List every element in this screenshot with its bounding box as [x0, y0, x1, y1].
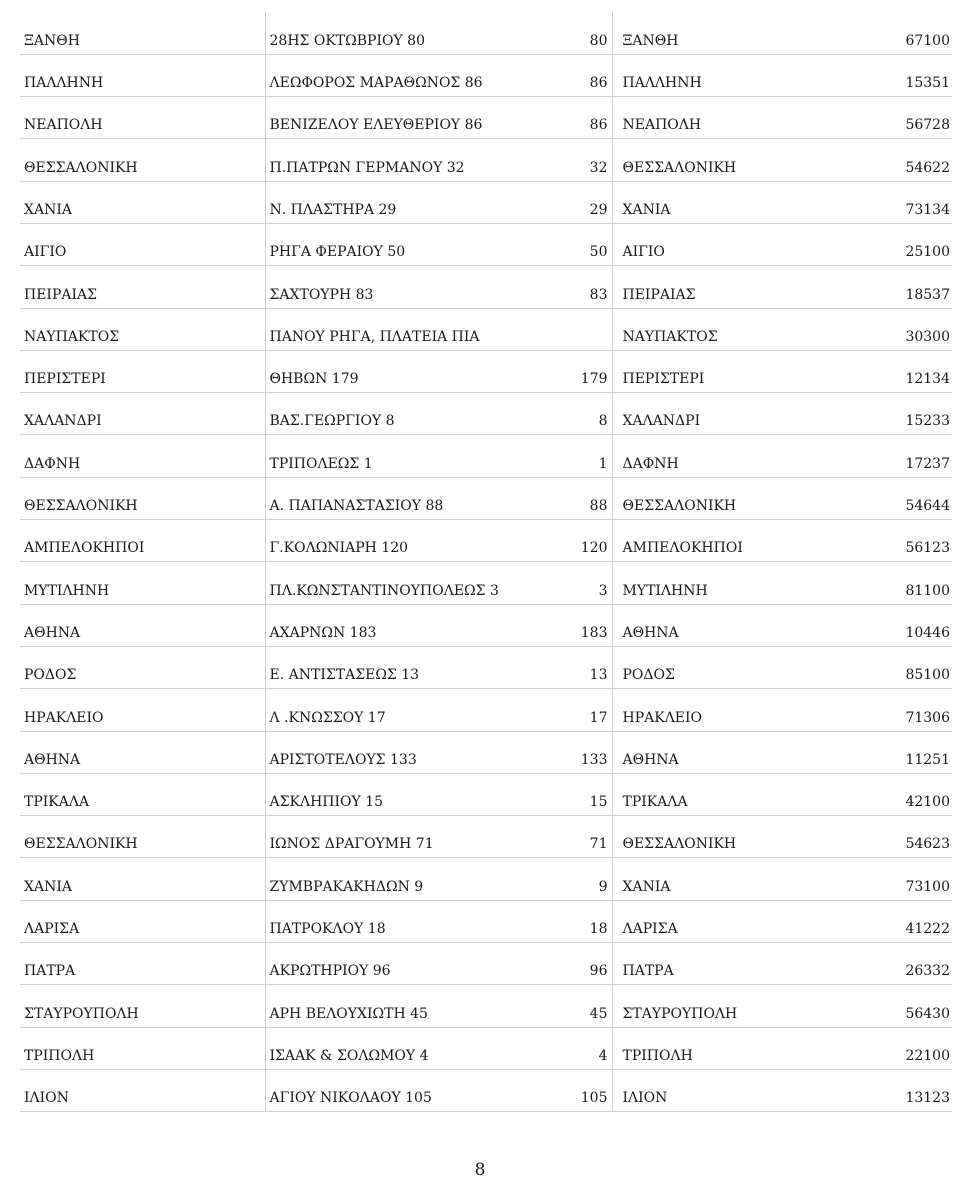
- table-row: [20, 181, 952, 223]
- cell-area: ΛΑΡΙΣΑ: [612, 900, 812, 942]
- cell-area: ΠΕΙΡΑΙΑΣ: [612, 266, 812, 308]
- cell-city: ΞΑΝΘΗ: [20, 12, 265, 54]
- cell-city: ΗΡΑΚΛΕΙΟ: [20, 689, 265, 731]
- cell-area: ΜΥΤΙΛΗΝΗ: [612, 562, 812, 604]
- table-row: [20, 435, 952, 477]
- cell-area: ΧΑΝΙΑ: [612, 181, 812, 223]
- cell-street-number: 133: [520, 731, 612, 773]
- table-row: [20, 604, 952, 646]
- cell-postal-code: 54622: [812, 139, 952, 181]
- cell-area: ΞΑΝΘΗ: [612, 12, 812, 54]
- table-row: [20, 731, 952, 773]
- cell-area: ΣΤΑΥΡΟΥΠΟΛΗ: [612, 985, 812, 1027]
- cell-street-number: 8: [520, 393, 612, 435]
- cell-street-number: 32: [520, 139, 612, 181]
- cell-street-number: 86: [520, 54, 612, 96]
- cell-street-number: 1: [520, 435, 612, 477]
- cell-postal-code: 13123: [812, 1069, 952, 1111]
- table-row: [20, 12, 952, 54]
- cell-area: ΠΑΤΡΑ: [612, 943, 812, 985]
- cell-area: ΑΘΗΝΑ: [612, 731, 812, 773]
- cell-area: ΑΘΗΝΑ: [612, 604, 812, 646]
- cell-street-address: ΖΥΜΒΡΑΚΑΚΗΔΩΝ 9: [265, 858, 520, 900]
- cell-street-number: 88: [520, 477, 612, 519]
- cell-street-number: [520, 308, 612, 350]
- cell-city: ΑΘΗΝΑ: [20, 731, 265, 773]
- cell-street-address: Α. ΠΑΠΑΝΑΣΤΑΣΙΟΥ 88: [265, 477, 520, 519]
- cell-postal-code: 30300: [812, 308, 952, 350]
- cell-city: ΜΥΤΙΛΗΝΗ: [20, 562, 265, 604]
- cell-street-address: ΒΑΣ.ΓΕΩΡΓΙΟΥ 8: [265, 393, 520, 435]
- table-row: [20, 858, 952, 900]
- table-row: [20, 943, 952, 985]
- cell-postal-code: 81100: [812, 562, 952, 604]
- cell-street-address: Λ .ΚΝΩΣΣΟΥ 17: [265, 689, 520, 731]
- cell-postal-code: 67100: [812, 12, 952, 54]
- table-row: [20, 773, 952, 815]
- cell-city: ΤΡΙΚΑΛΑ: [20, 773, 265, 815]
- cell-area: ΧΑΝΙΑ: [612, 858, 812, 900]
- cell-street-address: ΑΡΙΣΤΟΤΕΛΟΥΣ 133: [265, 731, 520, 773]
- cell-street-address: 28ΗΣ ΟΚΤΩΒΡΙΟΥ 80: [265, 12, 520, 54]
- cell-city: ΧΑΛΑΝΔΡΙ: [20, 393, 265, 435]
- cell-postal-code: 10446: [812, 604, 952, 646]
- address-table-body: [20, 12, 952, 1112]
- table-row: [20, 900, 952, 942]
- cell-street-number: 17: [520, 689, 612, 731]
- cell-city: ΘΕΣΣΑΛΟΝΙΚΗ: [20, 816, 265, 858]
- address-table: [20, 12, 952, 1112]
- cell-street-number: 13: [520, 646, 612, 688]
- table-row: [20, 350, 952, 392]
- cell-street-number: 105: [520, 1069, 612, 1111]
- cell-area: ΠΕΡΙΣΤΕΡΙ: [612, 350, 812, 392]
- cell-postal-code: 56728: [812, 97, 952, 139]
- cell-city: ΤΡΙΠΟΛΗ: [20, 1027, 265, 1069]
- table-row: [20, 816, 952, 858]
- cell-postal-code: 15233: [812, 393, 952, 435]
- cell-city: ΙΛΙΟΝ: [20, 1069, 265, 1111]
- cell-area: ΤΡΙΚΑΛΑ: [612, 773, 812, 815]
- cell-postal-code: 54644: [812, 477, 952, 519]
- cell-postal-code: 25100: [812, 223, 952, 265]
- cell-street-address: ΠΑΝΟΥ ΡΗΓΑ, ΠΛΑΤΕΙΑ ΠΙΑ: [265, 308, 520, 350]
- cell-area: ΠΑΛΛΗΝΗ: [612, 54, 812, 96]
- cell-area: ΝΑΥΠΑΚΤΟΣ: [612, 308, 812, 350]
- cell-street-address: ΘΗΒΩΝ 179: [265, 350, 520, 392]
- cell-street-number: 9: [520, 858, 612, 900]
- cell-street-number: 71: [520, 816, 612, 858]
- table-row: [20, 308, 952, 350]
- cell-area: ΙΛΙΟΝ: [612, 1069, 812, 1111]
- cell-street-number: 45: [520, 985, 612, 1027]
- cell-city: ΝΑΥΠΑΚΤΟΣ: [20, 308, 265, 350]
- cell-street-address: ΑΡΗ ΒΕΛΟΥΧΙΩΤΗ 45: [265, 985, 520, 1027]
- cell-postal-code: 54623: [812, 816, 952, 858]
- cell-postal-code: 85100: [812, 646, 952, 688]
- cell-street-address: Γ.ΚΟΛΩΝΙΑΡΗ 120: [265, 520, 520, 562]
- cell-city: ΧΑΝΙΑ: [20, 858, 265, 900]
- cell-area: ΘΕΣΣΑΛΟΝΙΚΗ: [612, 139, 812, 181]
- table-row: [20, 223, 952, 265]
- cell-area: ΗΡΑΚΛΕΙΟ: [612, 689, 812, 731]
- cell-street-number: 29: [520, 181, 612, 223]
- table-row: [20, 1027, 952, 1069]
- table-row: [20, 477, 952, 519]
- cell-street-address: ΑΣΚΛΗΠΙΟΥ 15: [265, 773, 520, 815]
- cell-city: ΘΕΣΣΑΛΟΝΙΚΗ: [20, 477, 265, 519]
- cell-street-number: 15: [520, 773, 612, 815]
- cell-postal-code: 11251: [812, 731, 952, 773]
- table-row: [20, 562, 952, 604]
- cell-area: ΔΑΦΝΗ: [612, 435, 812, 477]
- cell-street-number: 96: [520, 943, 612, 985]
- page-number: 8: [474, 1160, 486, 1180]
- table-row: [20, 393, 952, 435]
- cell-postal-code: 71306: [812, 689, 952, 731]
- cell-city: ΑΙΓΙΟ: [20, 223, 265, 265]
- cell-street-number: 183: [520, 604, 612, 646]
- cell-city: ΛΑΡΙΣΑ: [20, 900, 265, 942]
- cell-street-address: ΠΛ.ΚΩΝΣΤΑΝΤΙΝΟΥΠΟΛΕΩΣ 3: [265, 562, 520, 604]
- cell-city: ΔΑΦΝΗ: [20, 435, 265, 477]
- cell-city: ΠΕΡΙΣΤΕΡΙ: [20, 350, 265, 392]
- cell-postal-code: 18537: [812, 266, 952, 308]
- cell-city: ΡΟΔΟΣ: [20, 646, 265, 688]
- cell-postal-code: 73134: [812, 181, 952, 223]
- cell-street-number: 86: [520, 97, 612, 139]
- cell-postal-code: 26332: [812, 943, 952, 985]
- cell-city: ΠΑΛΛΗΝΗ: [20, 54, 265, 96]
- cell-city: ΣΤΑΥΡΟΥΠΟΛΗ: [20, 985, 265, 1027]
- cell-street-address: ΠΑΤΡΟΚΛΟΥ 18: [265, 900, 520, 942]
- cell-area: ΘΕΣΣΑΛΟΝΙΚΗ: [612, 477, 812, 519]
- cell-street-address: ΑΓΙΟΥ ΝΙΚΟΛΑΟΥ 105: [265, 1069, 520, 1111]
- cell-street-address: ΒΕΝΙΖΕΛΟΥ ΕΛΕΥΘΕΡΙΟΥ 86: [265, 97, 520, 139]
- cell-street-address: Π.ΠΑΤΡΩΝ ΓΕΡΜΑΝΟΥ 32: [265, 139, 520, 181]
- cell-street-number: 4: [520, 1027, 612, 1069]
- cell-postal-code: 56123: [812, 520, 952, 562]
- cell-city: ΑΜΠΕΛΟΚΗΠΟΙ: [20, 520, 265, 562]
- cell-street-address: Ν. ΠΛΑΣΤΗΡΑ 29: [265, 181, 520, 223]
- cell-street-number: 18: [520, 900, 612, 942]
- cell-postal-code: 17237: [812, 435, 952, 477]
- cell-city: ΝΕΑΠΟΛΗ: [20, 97, 265, 139]
- cell-postal-code: 12134: [812, 350, 952, 392]
- cell-street-address: ΙΩΝΟΣ ΔΡΑΓΟΥΜΗ 71: [265, 816, 520, 858]
- cell-street-number: 179: [520, 350, 612, 392]
- cell-city: ΠΑΤΡΑ: [20, 943, 265, 985]
- cell-street-address: Ε. ΑΝΤΙΣΤΑΣΕΩΣ 13: [265, 646, 520, 688]
- cell-area: ΝΕΑΠΟΛΗ: [612, 97, 812, 139]
- cell-street-address: ΤΡΙΠΟΛΕΩΣ 1: [265, 435, 520, 477]
- cell-city: ΘΕΣΣΑΛΟΝΙΚΗ: [20, 139, 265, 181]
- cell-city: ΠΕΙΡΑΙΑΣ: [20, 266, 265, 308]
- table-row: [20, 985, 952, 1027]
- cell-street-address: ΡΗΓΑ ΦΕΡΑΙΟΥ 50: [265, 223, 520, 265]
- cell-street-address: ΣΑΧΤΟΥΡΗ 83: [265, 266, 520, 308]
- table-row: [20, 139, 952, 181]
- table-row: [20, 520, 952, 562]
- cell-street-address: ΑΚΡΩΤΗΡΙΟΥ 96: [265, 943, 520, 985]
- table-row: [20, 1069, 952, 1111]
- cell-street-address: ΙΣΑΑΚ & ΣΟΛΩΜΟΥ 4: [265, 1027, 520, 1069]
- cell-street-number: 50: [520, 223, 612, 265]
- cell-city: ΑΘΗΝΑ: [20, 604, 265, 646]
- table-row: [20, 689, 952, 731]
- cell-postal-code: 56430: [812, 985, 952, 1027]
- cell-area: ΧΑΛΑΝΔΡΙ: [612, 393, 812, 435]
- cell-postal-code: 73100: [812, 858, 952, 900]
- table-row: [20, 266, 952, 308]
- cell-street-address: ΛΕΩΦΟΡΟΣ ΜΑΡΑΘΩΝΟΣ 86: [265, 54, 520, 96]
- table-row: [20, 54, 952, 96]
- cell-street-number: 120: [520, 520, 612, 562]
- cell-area: ΤΡΙΠΟΛΗ: [612, 1027, 812, 1069]
- cell-city: ΧΑΝΙΑ: [20, 181, 265, 223]
- cell-area: ΘΕΣΣΑΛΟΝΙΚΗ: [612, 816, 812, 858]
- cell-postal-code: 15351: [812, 54, 952, 96]
- cell-area: ΑΙΓΙΟ: [612, 223, 812, 265]
- cell-street-number: 80: [520, 12, 612, 54]
- cell-postal-code: 42100: [812, 773, 952, 815]
- cell-postal-code: 22100: [812, 1027, 952, 1069]
- cell-street-address: ΑΧΑΡΝΩΝ 183: [265, 604, 520, 646]
- cell-street-number: 83: [520, 266, 612, 308]
- cell-postal-code: 41222: [812, 900, 952, 942]
- cell-area: ΡΟΔΟΣ: [612, 646, 812, 688]
- table-row: [20, 97, 952, 139]
- cell-area: ΑΜΠΕΛΟΚΗΠΟΙ: [612, 520, 812, 562]
- cell-street-number: 3: [520, 562, 612, 604]
- table-row: [20, 646, 952, 688]
